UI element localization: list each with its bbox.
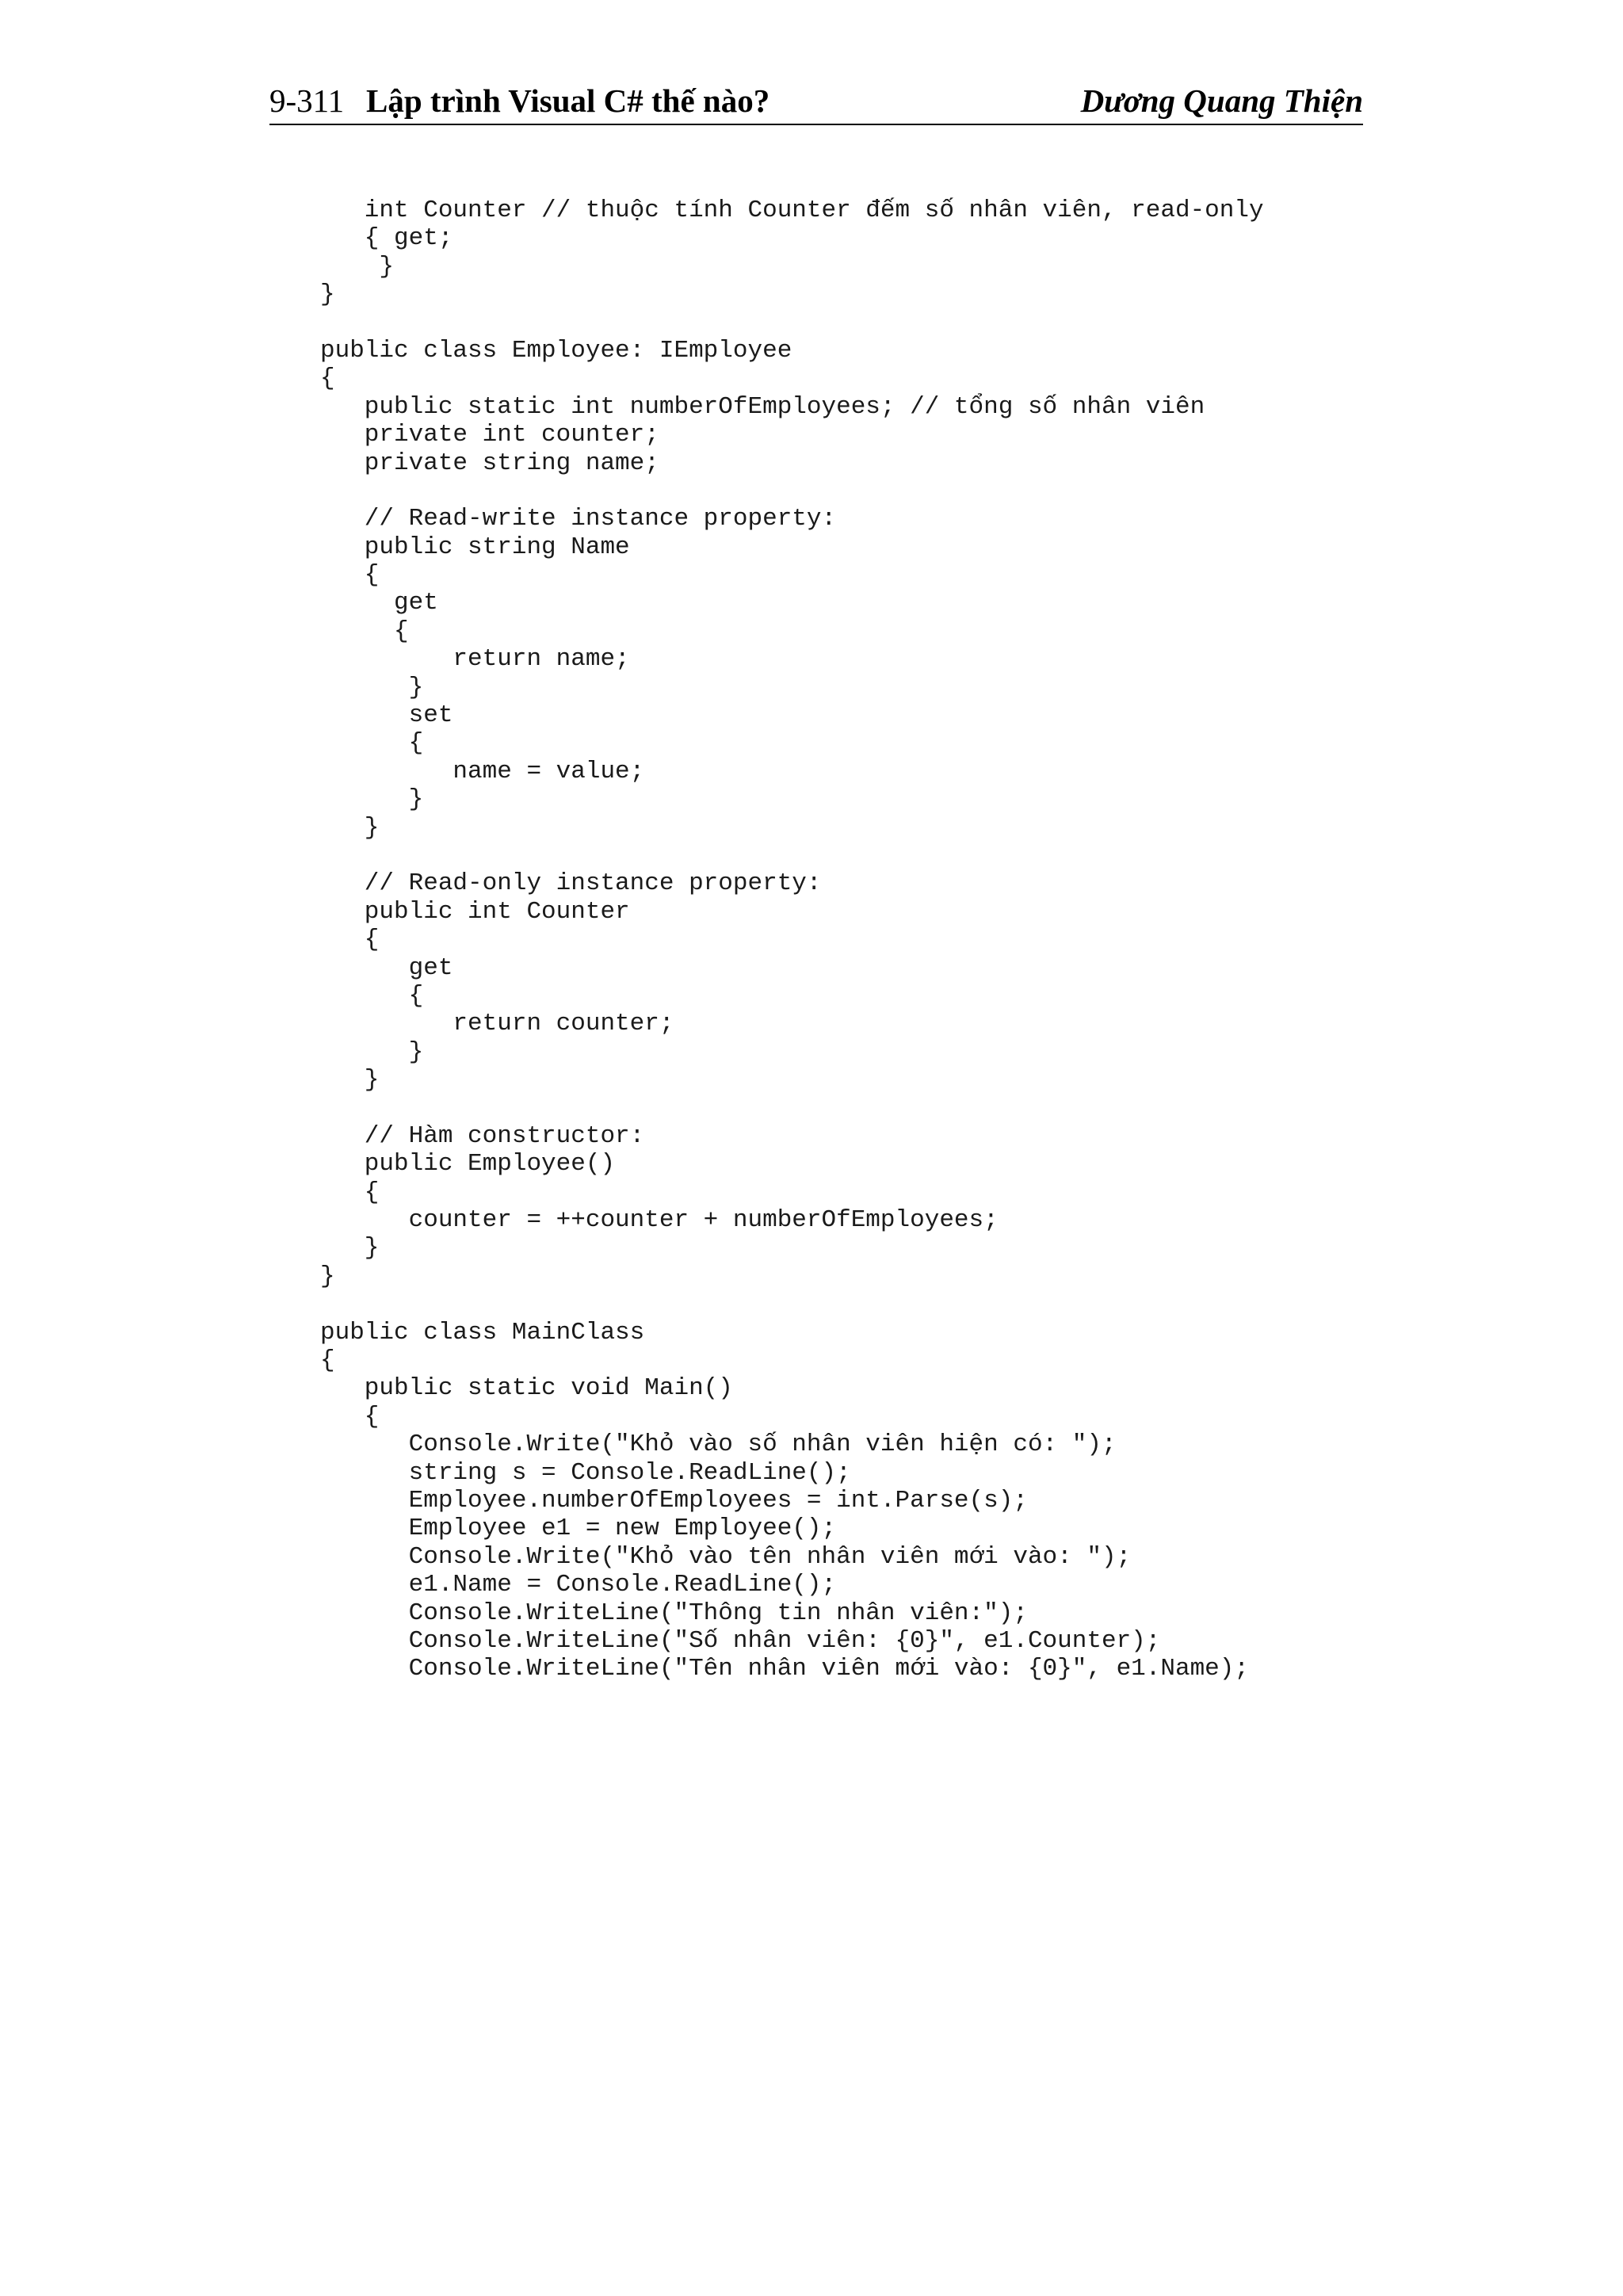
code-listing [320,197,1264,1683]
code-line: private string name; [320,449,659,477]
code-line: Console.Write("Khỏ vào tên nhân viên mới vào: "); [320,1542,1132,1571]
code-line: { [320,617,409,645]
code-line: public Employee() [320,1150,616,1179]
code-line: Console.WriteLine("Tên nhân viên mới vào: {0}", e1.Name); [320,1655,1249,1683]
code-line: } [320,252,395,281]
code-line: // Read-only instance property: [320,869,822,898]
code-line: int Counter // thuộc tính Counter đếm số nhân viên, read-only [320,197,1264,224]
code-line: { [320,1347,335,1375]
code-line: get [320,589,438,617]
code-line: } [320,1262,335,1290]
code-line: { [320,981,424,1010]
code-line: { get; [320,224,453,253]
code-line: Employee e1 = new Employee(); [320,1515,837,1543]
code-line: return counter; [320,1010,674,1038]
code-line [320,1290,1264,1318]
code-line: public string Name [320,533,630,561]
author-name: Dương Quang Thiện [1080,82,1363,119]
code-line [320,309,1264,337]
code-line: public int Counter [320,897,630,926]
code-line: } [320,1234,380,1263]
code-line: // Read-write instance property: [320,505,837,533]
code-line: public class MainClass [320,1318,645,1347]
code-line: { [320,365,335,393]
code-line: Console.Write("Khỏ vào số nhân viên hiện có: "); [320,1431,1117,1459]
code-line: } [320,1066,380,1095]
code-line: } [320,281,335,309]
code-line: private int counter; [320,421,659,449]
page-number: 9-311 [269,82,345,119]
code-line [320,477,1264,505]
code-line: counter = ++counter + numberOfEmployees; [320,1206,999,1235]
code-line: { [320,729,424,758]
code-line: { [320,926,380,954]
code-line: } [320,785,424,814]
code-line: get [320,953,453,982]
code-line: // Hàm constructor: [320,1121,645,1150]
page-header [269,73,1363,128]
code-line: { [320,561,380,590]
header-rule [269,124,1363,125]
code-line: Console.WriteLine("Thông tin nhân viên:"); [320,1599,1028,1627]
code-line: Console.WriteLine("Số nhân viên: {0}", e1.Counter); [320,1626,1161,1655]
code-line: public static int numberOfEmployees; // tổng số nhân viên [320,392,1205,421]
code-line: Employee.numberOfEmployees = int.Parse(s); [320,1486,1028,1515]
code-line: string s = Console.ReadLine(); [320,1458,851,1487]
code-line [320,842,1264,869]
code-line: } [320,673,424,701]
code-line: name = value; [320,757,645,785]
code-line: public class Employee: IEmployee [320,336,792,365]
code-line: } [320,1037,424,1066]
code-line: set [320,701,453,730]
code-line: { [320,1402,380,1431]
code-line: e1.Name = Console.ReadLine(); [320,1571,837,1599]
code-line: } [320,813,380,842]
book-title: Lập trình Visual C# thế nào? [366,82,770,119]
code-line: return name; [320,645,630,674]
code-line: { [320,1178,380,1206]
code-line [320,1095,1264,1122]
code-line: public static void Main() [320,1374,733,1403]
